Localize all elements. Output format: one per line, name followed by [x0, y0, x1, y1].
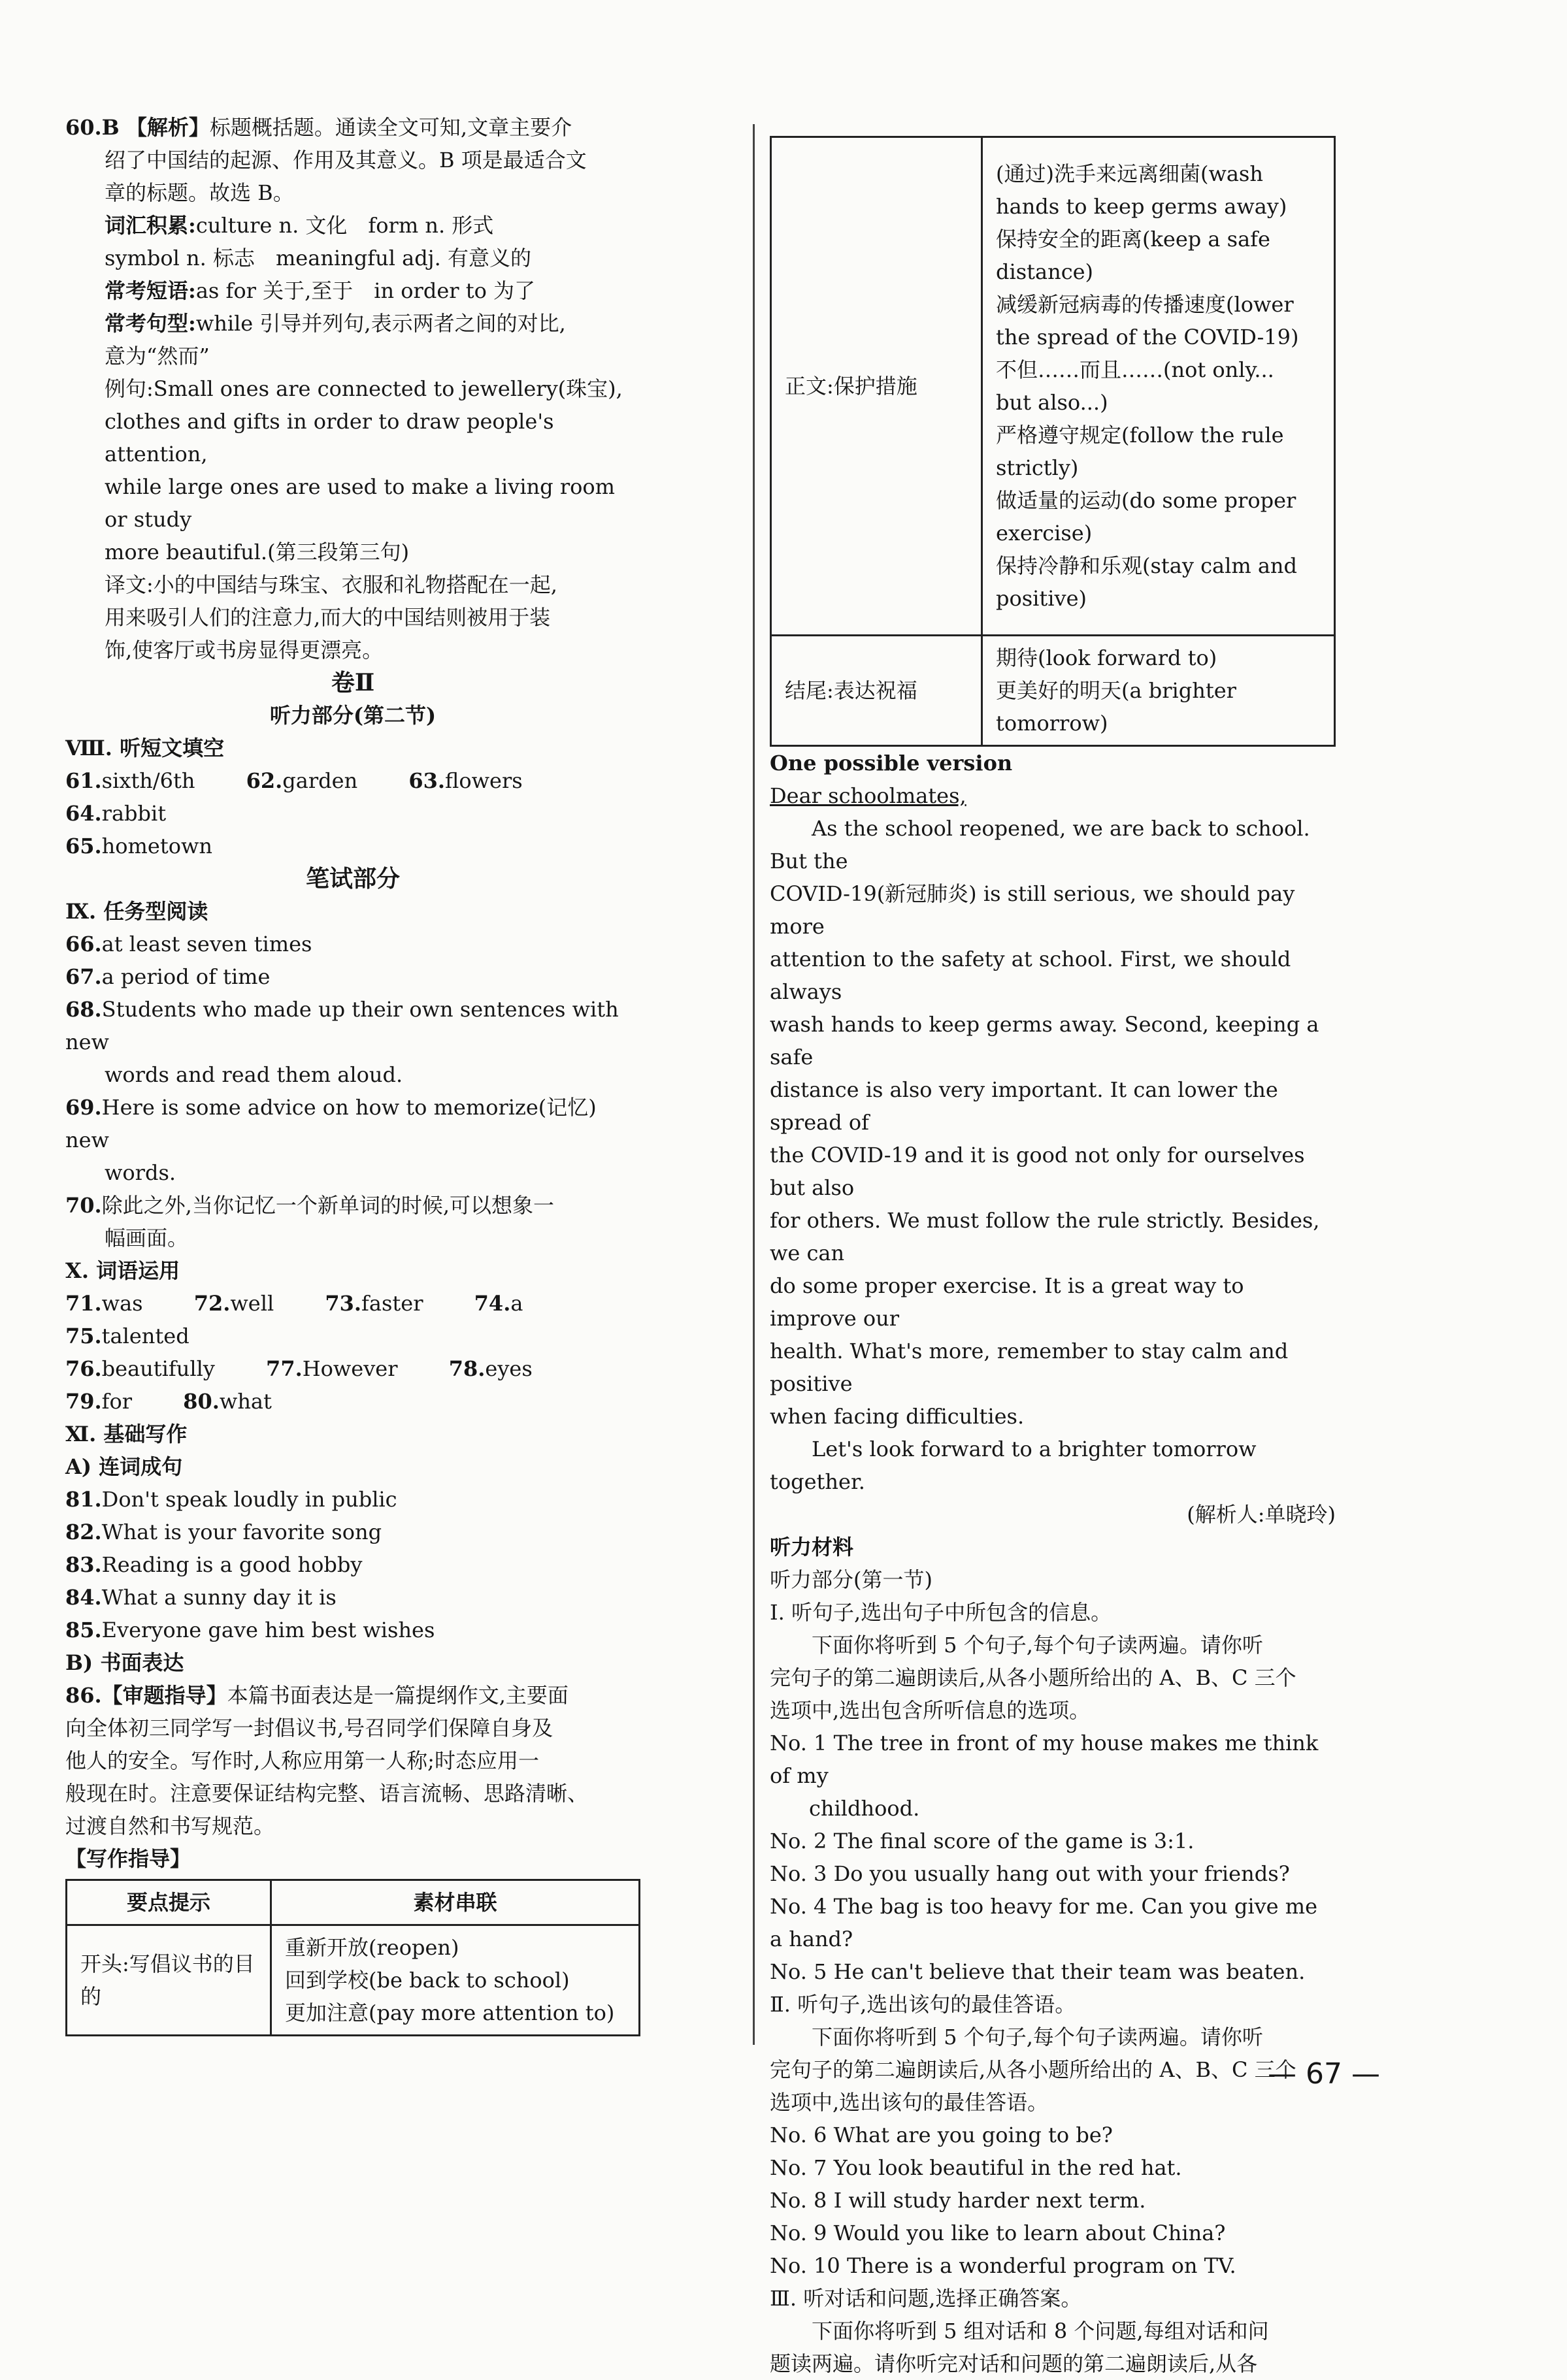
answer-64: 64.rabbit: [65, 801, 167, 826]
answer-69: 69.Here is some advice on how to memorize(记忆) new: [65, 1095, 597, 1152]
answer-74: 74.a: [474, 1291, 523, 1316]
letter-line3: attention to the safety at school. First, we should always: [770, 947, 1291, 1004]
answer-61: 61.sixth/6th: [65, 768, 195, 793]
q86-line3: 他人的安全。写作时,人称应用第一人称;时态应用一: [65, 1748, 539, 1773]
phrases-line: 常考短语:as for 关于,至于 in order to 为了: [105, 278, 536, 303]
page-number: — 67 —: [1268, 2057, 1380, 2091]
answer-84: 84.What a sunny day it is: [65, 1585, 337, 1610]
listening-s2-inst3: 选项中,选出该句的最佳答语。: [770, 2090, 1049, 2115]
table-header-materials: 素材串联: [271, 1880, 640, 1925]
listening-no1: No. 1 The tree in front of my house makes me think of my: [770, 1731, 1319, 1788]
q60-line3: 章的标题。故选 B。: [105, 180, 294, 205]
listening-no1-cont: childhood.: [809, 1796, 920, 1821]
table-row2-label: 正文:保护措施: [771, 137, 982, 636]
section10-row1: [65, 1287, 640, 1352]
section10-row2: [65, 1352, 640, 1418]
translation-line3: 饰,使客厅或书房显得更漂亮。: [105, 638, 384, 662]
table-row2-content: (通过)洗手来远离细菌(wash hands to keep germs away) 保持安全的距离(keep a safe distance) 减缓新冠病毒的传播速度(lower the spread of the COVID-19) 不但……而且……(not only... but also...) 严格遵守规定(follow the rule strictly) 做适量的运动(do some proper exercise) 保持冷静和乐观(stay calm and positive): [982, 137, 1335, 636]
section9-title: Ⅸ. 任务型阅读: [65, 899, 208, 924]
letter-line1: As the school reopened, we are back to school. But the: [770, 816, 1310, 873]
answer-77: 77.However: [266, 1356, 398, 1381]
listening-s3-title: Ⅲ. 听对话和问题,选择正确答案。: [770, 2286, 1082, 2311]
written-heading: 笔试部分: [305, 865, 400, 892]
analyst-credit: (解析人:单晓玲): [1187, 1502, 1336, 1527]
answer-85: 85.Everyone gave him best wishes: [65, 1618, 435, 1642]
listening-s1-title: Ⅰ. 听句子,选出句子中所包含的信息。: [770, 1600, 1112, 1625]
letter-line10: when facing difficulties.: [770, 1404, 1025, 1429]
listening-no9: No. 9 Would you like to learn about China?: [770, 2221, 1226, 2245]
table-row3-label: 结尾:表达祝福: [771, 636, 982, 746]
listening-s1-inst3: 选项中,选出包含所听信息的选项。: [770, 1698, 1091, 1723]
section11b-title: B) 书面表达: [65, 1650, 184, 1675]
pattern-line2: 意为“然而”: [105, 344, 210, 368]
letter-line6: the COVID-19 and it is good not only for ourselves but also: [770, 1143, 1305, 1200]
answer-67: 67.a period of time: [65, 964, 271, 989]
right-column: [770, 136, 1336, 2380]
answer-81: 81.Don't speak loudly in public: [65, 1487, 397, 1512]
letter-line2: COVID-19(新冠肺炎) is still serious, we should pay more: [770, 881, 1295, 939]
answer-68: 68.Students who made up their own sentences with new: [65, 997, 619, 1054]
answer-80: 80.what: [183, 1389, 272, 1414]
q86-line1: 86.【审题指导】本篇书面表达是一篇提纲作文,主要面: [65, 1683, 569, 1708]
section8-title: Ⅷ. 听短文填空: [65, 736, 225, 760]
section10-title: Ⅹ. 词语运用: [65, 1258, 180, 1283]
answer-78: 78.eyes: [448, 1356, 533, 1381]
letter-line5: distance is also very important. It can lower the spread of: [770, 1077, 1278, 1135]
column-divider: [753, 124, 755, 2045]
answer-71: 71.was: [65, 1291, 143, 1316]
listening-material-title: 听力材料: [770, 1535, 854, 1559]
answer-70: 70.除此之外,当你记忆一个新单词的时候,可以想象一: [65, 1193, 555, 1218]
listening-no4: No. 4 The bag is too heavy for me. Can you give me a hand?: [770, 1894, 1318, 1951]
letter-line4: wash hands to keep germs away. Second, keeping a safe: [770, 1012, 1319, 1069]
answer-68-cont: words and read them aloud.: [105, 1062, 403, 1087]
listening-no5: No. 5 He can't believe that their team was beaten.: [770, 1959, 1306, 1984]
answer-83: 83.Reading is a good hobby: [65, 1552, 363, 1577]
answer-69-cont: words.: [105, 1160, 176, 1185]
section8-answers: [65, 764, 640, 830]
q60-line2: 绍了中国结的起源、作用及其意义。B 项是最适合文: [105, 148, 587, 172]
listening-s3-inst1: 下面你将听到 5 组对话和 8 个问题,每组对话和问: [812, 2319, 1269, 2343]
table-header-points: 要点提示: [67, 1880, 271, 1925]
listening-s2-inst2: 完句子的第二遍朗读后,从各小题所给出的 A、B、C 三个: [770, 2057, 1296, 2082]
listening-no8: No. 8 I will study harder next term.: [770, 2188, 1146, 2213]
section11-title: Ⅺ. 基础写作: [65, 1422, 188, 1446]
listening2-heading: 听力部分(第二节): [269, 703, 437, 728]
table-row1-label: 开头:写倡议书的目的: [67, 1925, 271, 2036]
listening-s1-inst1: 下面你将听到 5 个句子,每个句子读两遍。请你听: [812, 1633, 1263, 1657]
listening-s3-inst2: 题读两遍。请你听完对话和问题的第二遍朗读后,从各: [770, 2351, 1258, 2376]
listening-no3: No. 3 Do you usually hang out with your friends?: [770, 1861, 1290, 1886]
writing-guide-table-cont: [770, 136, 1336, 747]
letter-line9: health. What's more, remember to stay calm and positive: [770, 1339, 1289, 1396]
answer-82: 82.What is your favorite song: [65, 1520, 382, 1544]
answer-65: 65.hometown: [65, 834, 212, 858]
letter-greeting: Dear schoolmates,: [770, 783, 966, 808]
q86-line4: 般现在时。注意要保证结构完整、语言流畅、思路清晰、: [65, 1781, 589, 1806]
writing-guide-title: 【写作指导】: [65, 1846, 191, 1871]
listening-no7: No. 7 You look beautiful in the red hat.: [770, 2155, 1182, 2180]
section11a-title: A) 连词成句: [65, 1454, 183, 1479]
listening-s1-inst2: 完句子的第二遍朗读后,从各小题所给出的 A、B、C 三个: [770, 1665, 1296, 1690]
listening-no10: No. 10 There is a wonderful program on TV.: [770, 2253, 1236, 2278]
listening-no2: No. 2 The final score of the game is 3:1.: [770, 1829, 1195, 1853]
vocab-line1: 词汇积累:culture n. 文化 form n. 形式: [105, 213, 494, 238]
table-row1-content: 重新开放(reopen) 回到学校(be back to school) 更加注意(pay more attention to): [271, 1925, 640, 2036]
example-line3: while large ones are used to make a living room or study: [105, 474, 615, 532]
listening-s2-inst1: 下面你将听到 5 个句子,每个句子读两遍。请你听: [812, 2025, 1263, 2049]
example-line1: 例句:Small ones are connected to jewellery(珠宝),: [105, 376, 623, 401]
translation-line2: 用来吸引人们的注意力,而大的中国结则被用于装: [105, 605, 551, 630]
answer-75: 75.talented: [65, 1324, 190, 1348]
vocab-line2: symbol n. 标志 meaningful adj. 有意义的: [105, 246, 531, 270]
answer-62: 62.garden: [246, 768, 358, 793]
writing-guide-table: [65, 1879, 640, 2036]
answer-73: 73.faster: [325, 1291, 423, 1316]
answer-66: 66.at least seven times: [65, 932, 312, 956]
answer-72: 72.well: [193, 1291, 274, 1316]
listening-s2-title: Ⅱ. 听句子,选出该句的最佳答语。: [770, 1992, 1076, 2017]
pattern-line1: 常考句型:while 引导并列句,表示两者之间的对比,: [105, 311, 566, 336]
letter-closing: Let's look forward to a brighter tomorrow together.: [770, 1437, 1257, 1494]
left-column: [65, 111, 640, 2036]
letter-line8: do some proper exercise. It is a great way to improve our: [770, 1273, 1244, 1331]
answer-63: 63.flowers: [408, 768, 523, 793]
answer-76: 76.beautifully: [65, 1356, 215, 1381]
juan2-heading: 卷Ⅱ: [331, 669, 375, 696]
q60-line1: 60.B 【解析】标题概括题。通读全文可知,文章主要介: [65, 115, 572, 140]
version-title: One possible version: [770, 751, 1013, 775]
answer-70-cont: 幅画面。: [105, 1226, 189, 1250]
letter-line7: for others. We must follow the rule strictly. Besides, we can: [770, 1208, 1320, 1265]
listening-part1-heading: 听力部分(第一节): [770, 1567, 932, 1592]
q86-line2: 向全体初三同学写一封倡议书,号召同学们保障自身及: [65, 1716, 553, 1740]
q86-line5: 过渡自然和书写规范。: [65, 1814, 275, 1838]
example-line4: more beautiful.(第三段第三句): [105, 540, 410, 564]
table-row3-content: 期待(look forward to) 更美好的明天(a brighter tomorrow): [982, 636, 1335, 746]
translation-line1: 译文:小的中国结与珠宝、衣服和礼物搭配在一起,: [105, 572, 557, 597]
answer-79: 79.for: [65, 1389, 133, 1414]
example-line2: clothes and gifts in order to draw people's attention,: [105, 409, 554, 466]
listening-no6: No. 6 What are you going to be?: [770, 2123, 1113, 2147]
